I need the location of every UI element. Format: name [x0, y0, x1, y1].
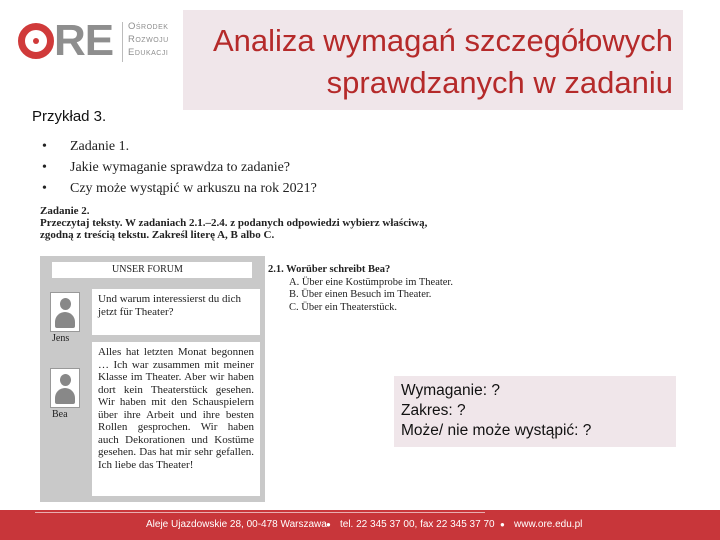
ore-logo — [18, 18, 178, 64]
logo-re: RE — [54, 16, 114, 65]
bullet-list — [40, 136, 317, 199]
answer-box — [394, 376, 676, 447]
logo-sub-line: Ośrodek — [128, 21, 169, 32]
bullet-item: • Zadanie 1. — [40, 136, 317, 157]
forum-panel — [40, 256, 265, 502]
logo-wordmark — [18, 18, 113, 64]
question-option: B. Über einen Besuch im Theater. — [289, 289, 432, 300]
slide-title-box — [183, 10, 683, 110]
question-option: A. Über eine Kostümprobe im Theater. — [289, 276, 453, 288]
footer-separator-icon: ● — [500, 520, 505, 529]
logo-sub-line: Rozwoju — [128, 34, 169, 45]
footer-web[interactable]: www.ore.edu.pl — [514, 519, 583, 530]
footer-separator-icon: ● — [326, 520, 331, 529]
bea-message: Alles hat letzten Monat begonnen … Ich war zusammen mit meiner Klasse im Theater. Aber wir haben dort kein Theaterstück gesehen. Wir haben mit den Schauspielern über ihre Arbeit und ihre besten Rollen gesprochen. Wir haben auch Dekorationen und Kostüme gesehen. Das hat mir sehr gefallen. Ich liebe das Theater! — [92, 342, 260, 496]
bea-name: Bea — [52, 409, 68, 420]
logo-sub-line: Edukacji — [128, 47, 169, 58]
answer-can-appear: Może/ nie może wystąpić: ? — [401, 422, 592, 439]
answer-scope: Zakres: ? — [401, 402, 466, 419]
avatar-jens-icon — [50, 292, 80, 332]
logo-o-icon — [18, 23, 54, 59]
question-option: C. Über ein Theaterstück. — [289, 301, 397, 313]
question-title: 2.1. Worüber schreibt Bea? — [268, 264, 391, 275]
task-header — [40, 205, 476, 241]
forum-title: UNSER FORUM — [52, 262, 252, 278]
task-title: Zadanie 2. — [40, 205, 90, 217]
slide-title-line2: sprawdzanych w zadaniu — [326, 65, 673, 100]
jens-name: Jens — [52, 333, 70, 344]
task-instruction-line1: Przeczytaj teksty. W zadaniach 2.1.–2.4. z podanych odpowiedzi wybierz właściwą, — [40, 217, 428, 229]
answer-requirement: Wymaganie: ? — [401, 382, 500, 399]
footer-address: Aleje Ujazdowskie 28, 00-478 Warszawa — [146, 519, 327, 530]
jens-message: Und warum interessierst du dich jetzt für Theater? — [92, 289, 260, 335]
footer-bar — [0, 510, 720, 540]
slide-title-line1: Analiza wymagań szczegółowych — [212, 23, 673, 58]
avatar-bea-icon — [50, 368, 80, 408]
bullet-item: • Jakie wymaganie sprawdza to zadanie? — [40, 157, 317, 178]
task-instruction-line2: zgodną z treścią tekstu. Zakreśl literę A, B albo C. — [40, 229, 275, 241]
logo-divider — [122, 22, 123, 62]
footer-phone: tel. 22 345 37 00, fax 22 345 37 70 — [340, 519, 495, 530]
bullet-item: • Czy może wystąpić w arkuszu na rok 2021? — [40, 178, 317, 199]
footer-stripe — [35, 512, 485, 513]
logo-subtitle — [128, 20, 169, 59]
question-2-1 — [268, 264, 453, 314]
example-label: Przykład 3. — [32, 108, 107, 125]
